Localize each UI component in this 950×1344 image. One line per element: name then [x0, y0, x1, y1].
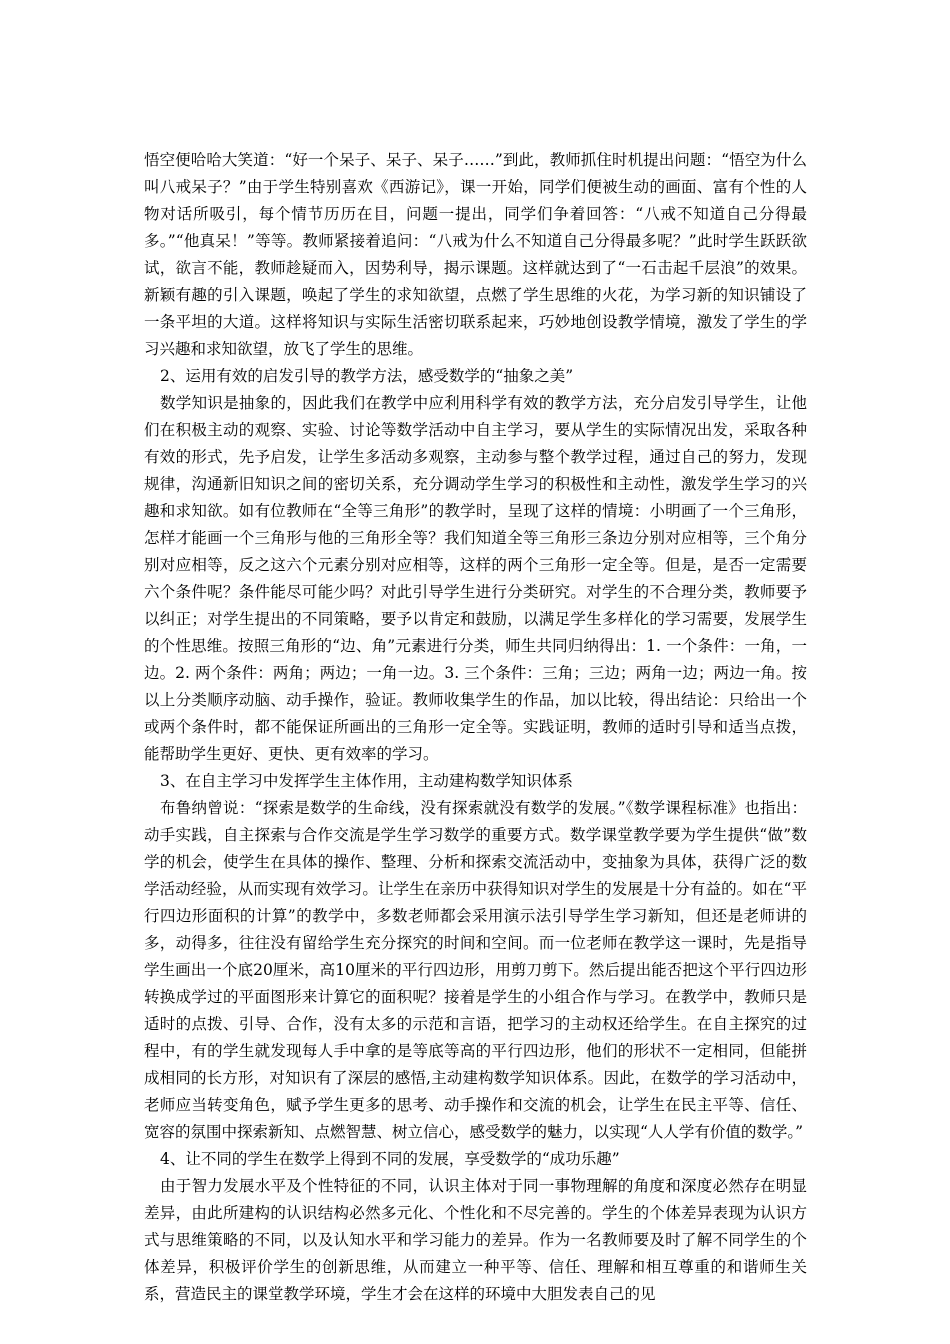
body-paragraph: 布鲁纳曾说：“探索是数学的生命线，没有探索就没有数学的发展。”《数学课程标准》也指出：动手实践，自主探索与合作交流是学生学习数学的重要方式。数学课堂教学要为学生提供“做”数学的机会，使学生在具体的操作、整理、分析和探索交流活动中，变抽象为具体，获得广泛的数学活动经验，从而实现有效学习。让学生在亲历中获得知识对学生的发展是十分有益的。如在“平行四边形面积的计算”的教学中，多数老师都会采用演示法引导学生学习新知，但还是老师讲的多，动得多，往往没有留给学生充分探究的时间和空间。而一位老师在教学这一课时，先是指导学生画出一个底20厘米，高10厘米的平行四边形，用剪刀剪下。然后提出能否把这个平行四边形转换成学过的平面图形来计算它的面积呢？接着是学生的小组合作与学习。在教学中，教师只是适时的点拨、引导、合作，没有太多的示范和言语，把学习的主动权还给学生。在自主探究的过程中，有的学生就发现每人手中拿的是等底等高的平行四边形，他们的形状不一定相同，但能拼成相同的长方形，对知识有了深层的感悟,主动建构数学知识体系。因此，在数学的学习活动中，老师应当转变角色，赋予学生更多的思考、动手操作和交流的机会，让学生在民主平等、信任、宽容的氛围中探索新知、点燃智慧、树立信心，感受数学的魅力，以实现“人人学有价值的数学。”	[144, 799, 807, 1141]
section-heading: 3、在自主学习中发挥学生主体作用，主动建构数学知识体系	[160, 772, 573, 790]
section-heading: 4、让不同的学生在数学上得到不同的发展，享受数学的“成功乐趣”	[160, 1150, 620, 1168]
document-body	[144, 147, 807, 1308]
body-paragraph: 悟空便哈哈大笑道：“好一个呆子、呆子、呆子……”到此，教师抓住时机提出问题：“悟空为什么叫八戒呆子？”由于学生特别喜欢《西游记》，课一开始，同学们便被生动的画面、富有个性的人物对话所吸引，每个情节历历在目，问题一提出，同学们争着回答：“八戒不知道自己分得最多。”“他真呆！”等等。教师紧接着追问：“八戒为什么不知道自己分得最多呢？”此时学生跃跃欲试，欲言不能，教师趁疑而入，因势利导，揭示课题。这样就达到了“一石击起千层浪”的效果。新颖有趣的引入课题，唤起了学生的求知欲望，点燃了学生思维的火花，为学习新的知识铺设了一条平坦的大道。这样将知识与实际生活密切联系起来，巧妙地创设教学情境，激发了学生的学习兴趣和求知欲望，放飞了学生的思维。	[144, 151, 807, 358]
body-paragraph: 数学知识是抽象的，因此我们在教学中应利用科学有效的教学方法，充分启发引导学生，让他们在积极主动的观察、实验、讨论等数学活动中自主学习，要从学生的实际情况出发，采取各种有效的形式，先予启发，让学生多活动多观察，主动参与整个教学过程，通过自己的努力，发现规律，沟通新旧知识之间的密切关系，充分调动学生学习的积极性和主动性，激发学生学习的兴趣和求知欲。如有位教师在“全等三角形”的教学时，呈现了这样的情境：小明画了一个三角形，怎样才能画一个三角形与他的三角形全等？我们知道全等三角形三条边分别对应相等，三个角分别对应相等，反之这六个元素分别对应相等，这样的两个三角形一定全等。但是，是否一定需要六个条件呢？条件能尽可能少吗？对此引导学生进行分类研究。对学生的不合理分类，教师要予以纠正；对学生提出的不同策略，要予以肯定和鼓励，以满足学生多样化的学习需要，发展学生的个性思维。按照三角形的“边、角”元素进行分类，师生共同归纳得出：1. 一个条件：一角，一边。2. 两个条件：两角；两边；一角一边。3. 三个条件：三角；三边；两角一边；两边一角。按以上分类顺序动脑、动手操作，验证。教师收集学生的作品，加以比较，得出结论：只给出一个或两个条件时，都不能保证所画出的三角形一定全等。实践证明，教师的适时引导和适当点拨，能帮助学生更好、更快、更有效率的学习。	[144, 394, 807, 763]
section-heading: 2、运用有效的启发引导的教学方法，感受数学的“抽象之美”	[160, 367, 574, 385]
body-paragraph: 由于智力发展水平及个性特征的不同，认识主体对于同一事物理解的角度和深度必然存在明显差异，由此所建构的认识结构必然多元化、个性化和不尽完善的。学生的个体差异表现为认识方式与思维策略的不同，以及认知水平和学习能力的差异。作为一名教师要及时了解不同学生的个体差异，积极评价学生的创新思维，从而建立一种平等、信任、理解和相互尊重的和谐师生关系，营造民主的课堂教学环境，学生才会在这样的环境中大胆发表自己的见	[144, 1177, 807, 1303]
